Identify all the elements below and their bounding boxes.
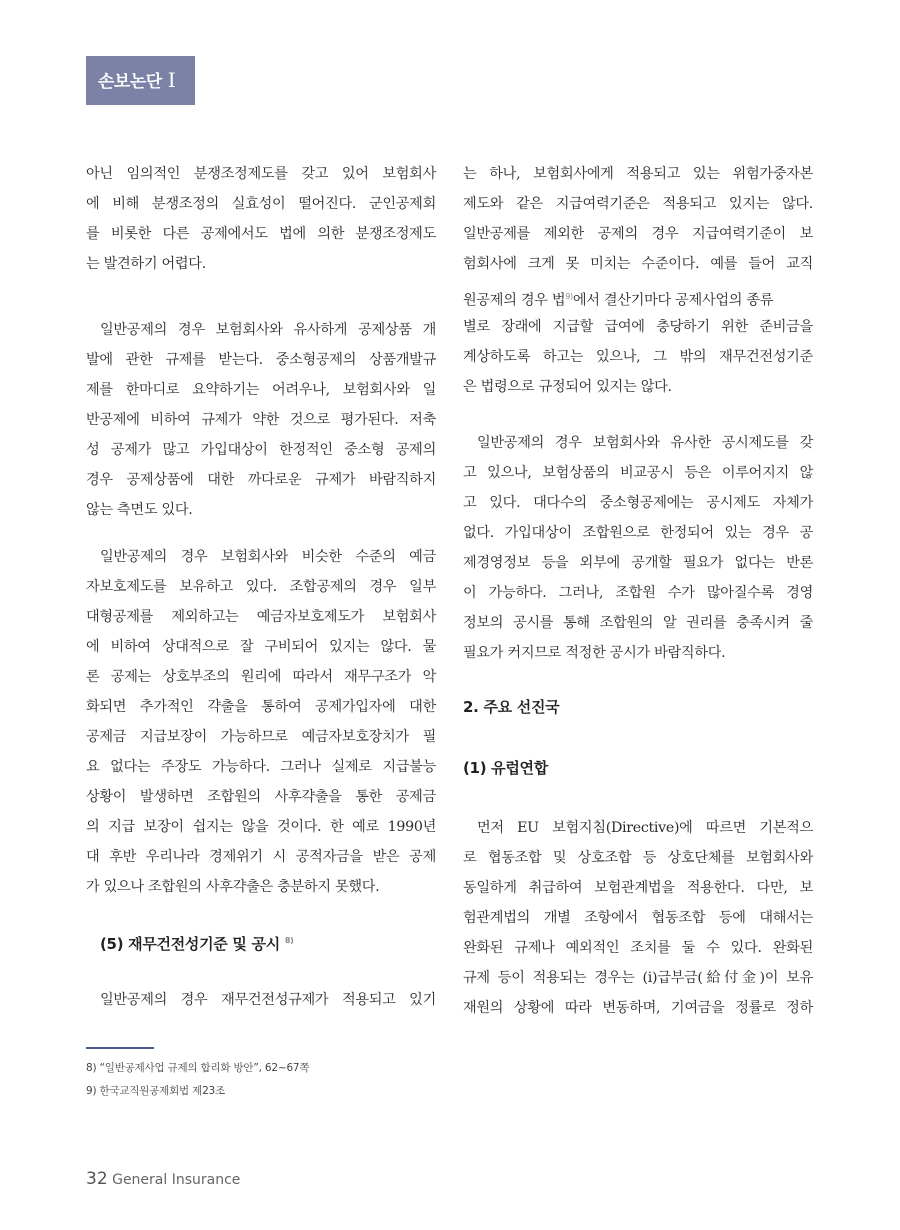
body-line: 제도와 같은 지급여력기준은 적용되고 있지는 않다. <box>463 196 813 212</box>
body-line: 않는 측면도 있다. <box>86 502 193 518</box>
footnote-ref-8: 8) <box>284 936 294 945</box>
heading-text: (5) 재무건전성기준 및 공시 <box>100 935 280 953</box>
body-line: 반공제에 비하여 규제가 약한 것으로 평가된다. 저축 <box>86 412 436 428</box>
section-separator: I <box>167 68 176 92</box>
publication-name: General Insurance <box>112 1172 241 1188</box>
body-line: 계상하도록 하고는 있으나, 그 밖의 재무건전성기준 <box>463 349 813 365</box>
body-line: 고 있으나, 보험상품의 비교공시 등은 이루어지지 않 <box>463 465 813 481</box>
body-line: 동일하게 취급하여 보험관계법을 적용한다. 다만, 보 <box>463 880 813 896</box>
law-text-pre: 원공제의 경우 법 <box>463 292 566 309</box>
body-line: 대 후반 우리나라 경제위기 시 공적자금을 받은 공제 <box>86 849 436 865</box>
body-line: 화되면 추가적인 갹출을 통하여 공제가입자에 대한 <box>86 699 436 715</box>
body-line: 정보의 공시를 통해 조합원의 알 권리를 충족시켜 줄 <box>463 615 813 631</box>
body-line: 재원의 상황에 따라 변동하며, 기여금을 정률로 정하 <box>463 1000 813 1016</box>
body-line: 상황이 발생하면 조합원의 사후갹출을 통한 공제금 <box>86 789 436 805</box>
body-line: 가 있으나 조합원의 사후갹출은 충분하지 못했다. <box>86 879 380 895</box>
body-line: 공제금 지급보장이 가능하므로 예금자보호장치가 필 <box>86 729 436 745</box>
body-line: 은 법령으로 규정되어 있지는 않다. <box>463 379 672 395</box>
body-line: 발에 관한 규제를 받는다. 중소형공제의 상품개발규 <box>86 352 436 368</box>
body-line: 먼저 EU 보험지침(Directive)에 따르면 기본적으 <box>477 820 813 836</box>
body-line: 완화된 규제나 예외적인 조치를 둘 수 있다. 완화된 <box>463 940 813 956</box>
body-line: 험회사에 크게 못 미치는 수준이다. 예를 들어 교직 <box>463 256 813 272</box>
body-line: 일반공제의 경우 보험회사와 유사하게 공제상품 개 <box>100 322 436 338</box>
body-line: 없다. 가입대상이 조합원으로 한정되어 있는 경우 공 <box>463 525 813 541</box>
footnote-8: 8) “일반공제사업 규제의 합리화 방안”, 62~67쪽 <box>86 1062 310 1074</box>
body-line: 에 비해 분쟁조정의 실효성이 떨어진다. 군인공제회 <box>86 196 436 212</box>
footnote-ref-9: 9) <box>565 292 573 301</box>
body-line: 론 공제는 상호부조의 원리에 따라서 재무구조가 악 <box>86 669 436 685</box>
body-line: 이 가능하다. 그러나, 조합원 수가 많아질수록 경영 <box>463 585 813 601</box>
body-line: 요 없다는 주장도 가능하다. 그러나 실제로 지급불능 <box>86 759 436 775</box>
body-line: 제경영정보 등을 외부에 공개할 필요가 없다는 반론 <box>463 555 813 571</box>
law-text-post: 에서 결산기마다 공제사업의 종류 <box>572 292 774 309</box>
body-line: 제를 한마디로 요약하기는 어려우나, 보험회사와 일 <box>86 382 436 398</box>
page-number: 32 <box>86 1169 108 1189</box>
body-line: 대형공제를 제외하고는 예금자보호제도가 보험회사 <box>86 609 436 625</box>
section-title: 손보논단 <box>98 72 162 92</box>
subsection-heading-eu: (1) 유럽연합 <box>463 759 548 777</box>
body-line: 일반공제의 경우 보험회사와 유사한 공시제도를 갖 <box>477 435 813 451</box>
body-line: 고 있다. 대다수의 중소형공제에는 공시제도 자체가 <box>463 495 813 511</box>
body-line-with-ref <box>463 282 813 312</box>
body-line: 는 발견하기 어렵다. <box>86 256 206 272</box>
body-line: 규제 등이 적용되는 경우는 (i)급부금(給付金)이 보유 <box>463 970 813 986</box>
body-line: 로 협동조합 및 상호조합 등 상호단체를 보험회사와 <box>463 850 813 866</box>
body-line: 필요가 커지므로 적정한 공시가 바람직하다. <box>463 645 726 661</box>
body-line: 자보호제도를 보유하고 있다. 조합공제의 경우 일부 <box>86 579 436 595</box>
body-line: 성 공제가 많고 가입대상이 한정적인 중소형 공제의 <box>86 442 436 458</box>
section-heading-2: 2. 주요 선진국 <box>463 698 560 716</box>
body-line: 험관계법의 개별 조항에서 협동조합 등에 대해서는 <box>463 910 813 926</box>
body-line: 는 하나, 보험회사에게 적용되고 있는 위험가중자본 <box>463 166 813 182</box>
body-line: 를 비롯한 다른 공제에서도 법에 의한 분쟁조정제도 <box>86 226 436 242</box>
body-line: 의 지급 보장이 쉽지는 않을 것이다. 한 예로 1990년 <box>86 819 436 835</box>
body-line: 아닌 임의적인 분쟁조정제도를 갖고 있어 보험회사 <box>86 166 436 182</box>
body-line: 별로 장래에 지급할 급여에 충당하기 위한 준비금을 <box>463 319 813 335</box>
body-line: 일반공제의 경우 보험회사와 비슷한 수준의 예금 <box>100 549 436 565</box>
page-footer <box>86 1169 240 1189</box>
body-line: 일반공제를 제외한 공제의 경우 지급여력기준이 보 <box>463 226 813 242</box>
body-line: 일반공제의 경우 재무건전성규제가 적용되고 있기 <box>100 992 436 1008</box>
footnote-9: 9) 한국교직원공제회법 제23조 <box>86 1085 225 1097</box>
subsection-heading-5 <box>100 926 293 956</box>
body-line: 경우 공제상품에 대한 까다로운 규제가 바람직하지 <box>86 472 436 488</box>
section-tag <box>86 56 195 105</box>
footnote-divider <box>86 1047 154 1049</box>
body-line: 에 비하여 상대적으로 잘 구비되어 있지는 않다. 물 <box>86 639 436 655</box>
